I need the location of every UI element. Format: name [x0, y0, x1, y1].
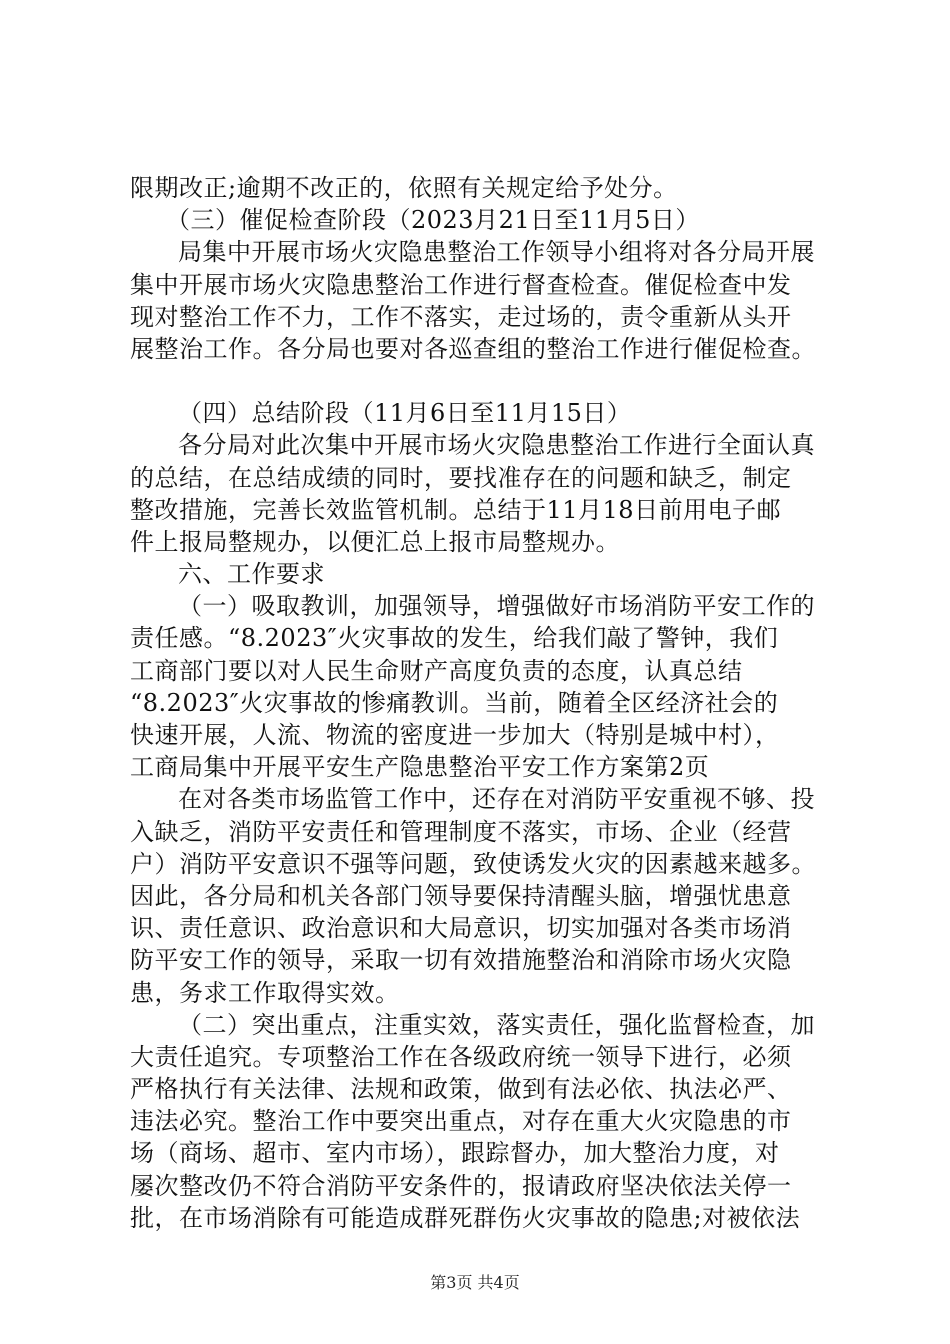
paragraph-gap: [130, 365, 842, 397]
text-line: 大责任追究。专项整治工作在各级政府统一领导下进行，必须: [130, 1042, 792, 1071]
text-line: 限期改正;逾期不改正的，依照有关规定给予处分。: [130, 174, 678, 202]
text-line: （二）突出重点，注重实效，落实责任，强化监督检查，加: [178, 1010, 815, 1039]
text-line: 场（商场、超市、室内市场），跟踪督办，加大整治力度，对: [130, 1139, 780, 1168]
text-line: 工商部门要以对人民生命财产高度负责的态度，认真总结: [130, 656, 743, 685]
text-line: 批，在市场消除有可能造成群死群伤火灾事故的隐患;对被依法: [130, 1203, 801, 1232]
page-number: 第3页 共4页: [430, 1273, 520, 1292]
text-line: 件上报局整规办，以便汇总上报市局整规办。: [130, 527, 620, 556]
text-line: 整改措施，完善长效监管机制。总结于11月18日前用电子邮: [130, 495, 782, 524]
text-line: 屡次整改仍不符合消防平安条件的，报请政府坚决依法关停一: [130, 1171, 792, 1200]
text-line: 各分局对此次集中开展市场火灾隐患整治工作进行全面认真: [178, 431, 815, 460]
section-heading: 六、工作要求: [178, 560, 325, 589]
text-line: 严格执行有关法律、法规和政策，做到有法必依、执法必严、: [130, 1075, 792, 1104]
text-line: 局集中开展市场火灾隐患整治工作领导小组将对各分局开展: [178, 238, 815, 267]
text-line: 违法必究。整治工作中要突出重点，对存在重大火灾隐患的市: [130, 1107, 792, 1136]
text-line: 患，务求工作取得实效。: [130, 978, 400, 1007]
text-line: 工商局集中开展平安生产隐患整治平安工作方案第2页: [130, 753, 710, 782]
text-line: 集中开展市场火灾隐患整治工作进行督查检查。催促检查中发: [130, 270, 792, 299]
text-line: 现对整治工作不力，工作不落实，走过场的，责令重新从头开: [130, 302, 792, 331]
text-line: 责任感。“8.2023″火灾事故的发生，给我们敲了警钟，我们: [130, 624, 779, 653]
text-line: 入缺乏，消防平安责任和管理制度不落实，市场、企业（经营: [130, 817, 792, 846]
section-heading: （四）总结阶段（11月6日至11月15日）: [178, 399, 632, 428]
text-line: 展整治工作。各分局也要对各巡查组的整治工作进行催促检查。: [130, 334, 816, 363]
text-line: 因此，各分局和机关各部门领导要保持清醒头脑，增强忧患意: [130, 881, 792, 910]
text-line: “8.2023″火灾事故的惨痛教训。当前，随着全区经济社会的: [130, 688, 779, 717]
document-body: [130, 172, 842, 1234]
section-heading: （三）催促检查阶段（2023月21日至11月5日）: [166, 206, 700, 235]
text-line: 快速开展，人流、物流的密度进一步加大（特别是城中村），: [130, 721, 780, 749]
text-line: 户）消防平安意识不强等问题，致使诱发火灾的因素越来越多。: [130, 849, 816, 878]
text-line: 的总结，在总结成绩的同时，要找准存在的问题和缺乏，制定: [130, 463, 792, 492]
text-line: （一）吸取教训，加强领导，增强做好市场消防平安工作的: [178, 592, 815, 621]
text-line: 在对各类市场监管工作中，还存在对消防平安重视不够、投: [178, 785, 815, 814]
text-line: 识、责任意识、政治意识和大局意识，切实加强对各类市场消: [130, 914, 792, 943]
text-line: 防平安工作的领导，采取一切有效措施整治和消除市场火灾隐: [130, 946, 792, 975]
